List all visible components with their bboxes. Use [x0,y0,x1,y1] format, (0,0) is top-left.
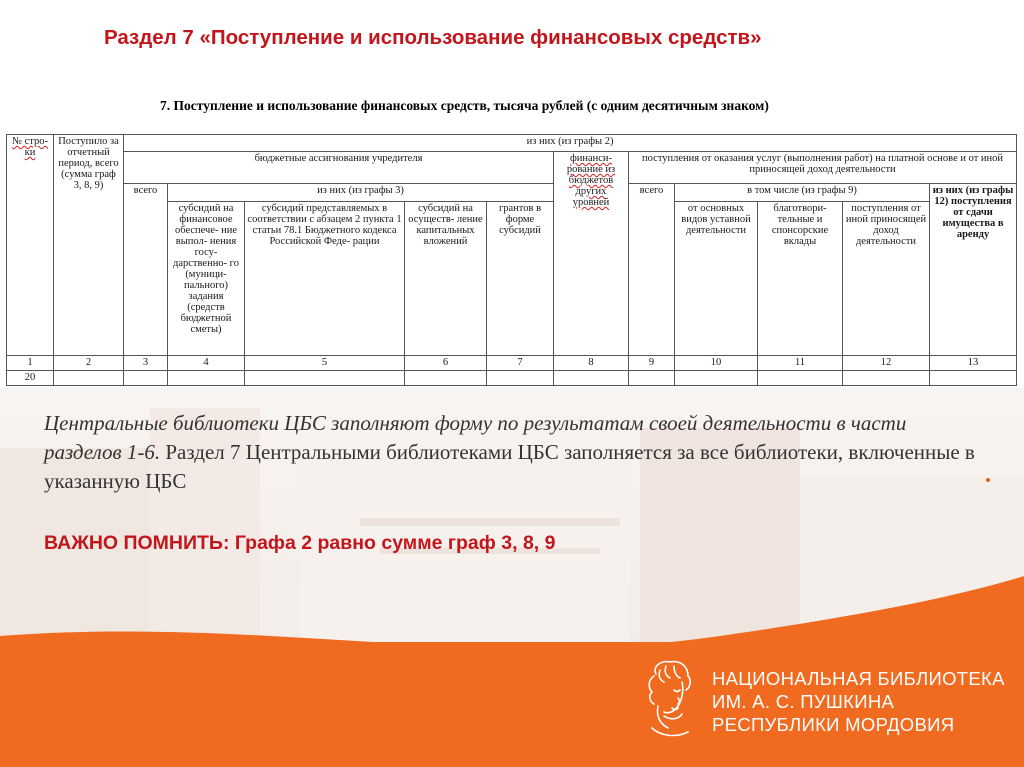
col-number: 4 [168,356,245,371]
decorative-dot [986,478,990,482]
pushkin-portrait-logo-icon [634,656,706,742]
explanation-paragraph [44,409,984,496]
col-number: 1 [7,356,54,371]
table-cell [554,371,629,386]
col-number: 6 [405,356,487,371]
explanation-italic-text: Центральные библиотеки ЦБС заполняют форму по результатам своей деятельности в части разделов 1-6. [44,411,907,464]
important-note [44,532,555,555]
library-name-line3: РЕСПУБЛИКИ МОРДОВИЯ [712,714,955,735]
table-cell [629,371,675,386]
header-paid-services: поступления от оказания услуг (выполнения работ) на платной основе и от иной приносящей доход деятельности [629,152,1017,184]
header-financing-other-budgets: финанси- рование из бюджетов других уровней [554,152,629,356]
table-cell [168,371,245,386]
header-of-which: из них (из графы 2) [124,135,1017,152]
header-col7: грантов в форме субсидий [487,202,554,356]
table-cell [124,371,168,386]
header-rent-income: из них (из графы 12) поступления от сдачи имущества в аренду [930,184,1017,356]
header-col12: поступления от иной приносящей доход деятельности [843,202,930,356]
header-budget-allocations: бюджетные ассигнования учредителя [124,152,554,184]
col-number: 10 [675,356,758,371]
header-col4: субсидий на финансовое обеспече- ние выпол- нения госу- дарственно- го (муници- пального) задания (средств бюджетной сметы) [168,202,245,356]
col-number: 8 [554,356,629,371]
column-numbers-row [7,356,1017,371]
financial-form-table [6,134,1017,386]
header-col10: от основных видов уставной деятельности [675,202,758,356]
col-number: 3 [124,356,168,371]
col-number: 7 [487,356,554,371]
table-cell [843,371,930,386]
important-text: : Графа 2 равно сумме граф 3, 8, 9 [222,532,556,554]
table-cell [405,371,487,386]
col-number: 12 [843,356,930,371]
col-number: 9 [629,356,675,371]
header-col5: субсидий представляемых в соответствии с абзацем 2 пункта 1 статьи 78.1 Бюджетного кодекса Российской Феде- рации [245,202,405,356]
header-total-col9: всего [629,184,675,356]
table-cell [487,371,554,386]
header-of-col3: из них (из графы 3) [168,184,554,202]
header-row-number: № стро- ки [7,135,54,356]
col-number: 2 [54,356,124,371]
col-number: 11 [758,356,843,371]
library-name [712,667,1022,736]
header-incl-col9: в том числе (из графы 9) [675,184,930,202]
library-name-line2: ИМ. А. С. ПУШКИНА [712,691,895,712]
header-col11: благотвори- тельные и спонсорские вклады [758,202,843,356]
table-cell [675,371,758,386]
row-number-cell: 20 [7,371,54,386]
library-name-line1: НАЦИОНАЛЬНАЯ БИБЛИОТЕКА [712,668,1005,689]
table-cell [245,371,405,386]
explanation-normal-text: Раздел 7 Центральными библиотеками ЦБС заполняется за все библиотеки, включенные в указанную ЦБС [44,440,975,493]
header-total-col3: всего [124,184,168,356]
table-cell [54,371,124,386]
table-row [7,371,1017,386]
table-caption: 7. Поступление и использование финансовых средств, тысяча рублей (с одним десятичным знаком) [160,98,769,113]
table-cell [930,371,1017,386]
header-col6: субсидий на осуществ- ление капитальных вложений [405,202,487,356]
slide-title: Раздел 7 «Поступление и использование финансовых средств» [104,26,762,49]
header-received-total: Поступило за отчетный период, всего (сумма граф 3, 8, 9) [54,135,124,356]
important-label: ВАЖНО ПОМНИТЬ [44,532,223,554]
col-number: 5 [245,356,405,371]
col-number: 13 [930,356,1017,371]
table-cell [758,371,843,386]
